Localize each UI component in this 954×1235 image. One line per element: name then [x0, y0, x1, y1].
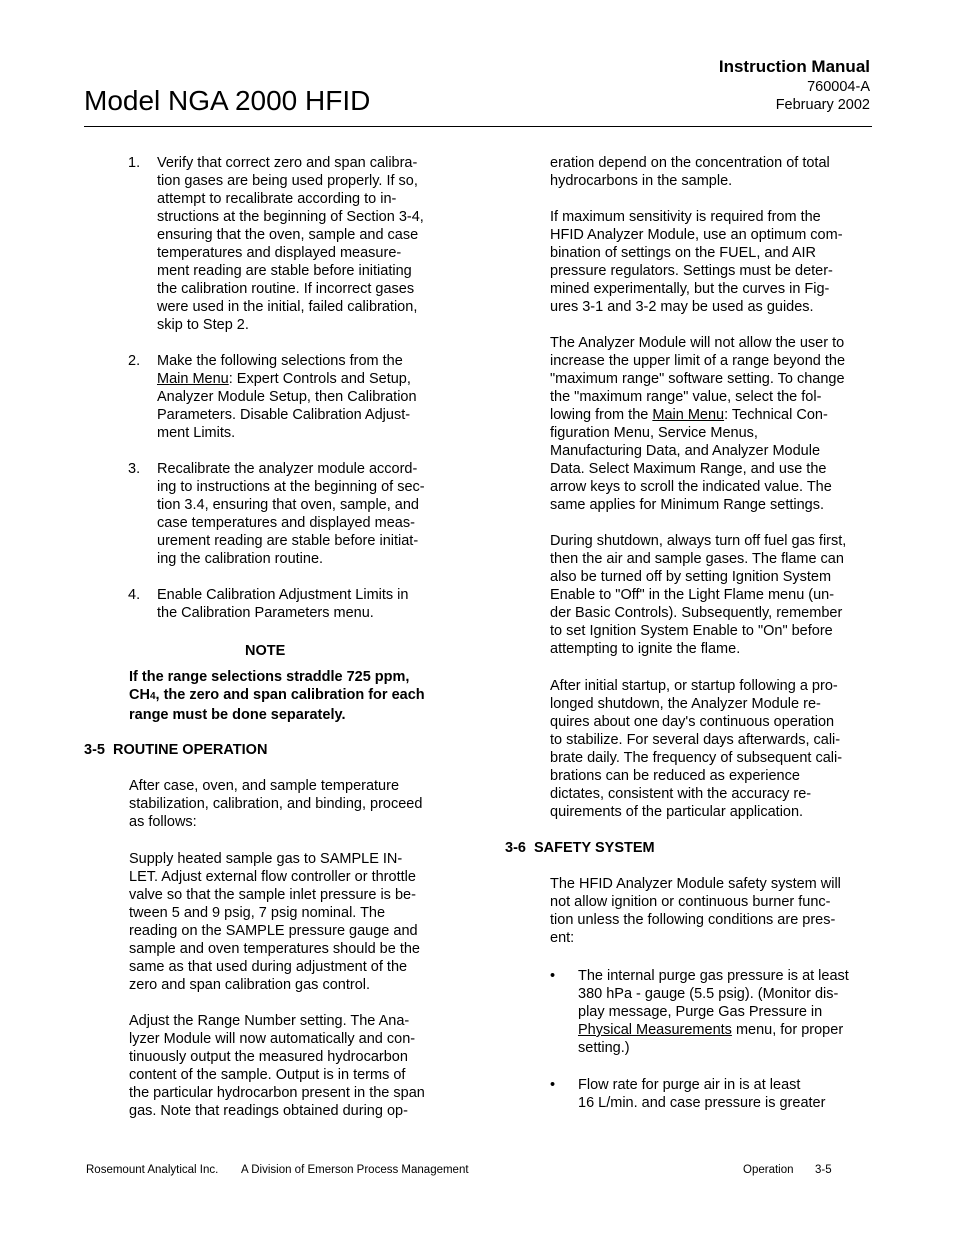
main-menu-link: Main Menu — [652, 407, 725, 423]
right-paragraph-2: If maximum sensitivity is required from the HFID Analyzer Module, use an optimum com- bination of settings on the FUEL, and AIR pressure regulators. Settings must be deter- mined experimentally, but the curves in Fig- ures 3-1 and 3-2 may be used as guides. — [550, 209, 843, 315]
header-divider — [84, 126, 872, 127]
right-paragraph-4: During shutdown, always turn off fuel gas first, then the air and sample gases. The flame can also be turned off by setting Ignition System Enable to "Off" in the Light Flame menu (un- der Basic Controls). Subsequently, remember to set Ignition System Enable to "On" before attempting to ignite the flame. — [550, 533, 847, 657]
step-1-number: 1. — [128, 155, 141, 171]
right-paragraph-5: After initial startup, or startup following a pro- longed shutdown, the Analyzer Module re- quires about one day's continuous operation to stabilize. For several days afterwards, cali- brate daily. The frequency of subsequent cali- brations can be reduced as experience dictates, consistent with the accuracy re- quirements of the particular application. — [550, 678, 843, 820]
step-3-text: Recalibrate the analyzer module accord- ing to instructions at the beginning of sec- tion 3.4, ensuring that oven, sample, and case temperatures and displayed meas- urement reading are stable before initiat- ing the calibration routine. — [157, 461, 425, 567]
bullet-1-text: The internal purge gas pressure is at least 380 hPa - gauge (5.5 psig). (Monitor dis- play message, Purge Gas Pressure in Physical Measurements menu, for proper setting.) — [578, 968, 849, 1056]
step-4-text: Enable Calibration Adjustment Limits in the Calibration Parameters menu. — [157, 587, 409, 621]
routine-paragraph-1: After case, oven, and sample temperature stabilization, calibration, and binding, proceed as follows: — [129, 778, 423, 830]
footer-division: A Division of Emerson Process Management — [241, 1164, 469, 1176]
step-4-number: 4. — [128, 587, 141, 603]
main-menu-link: Main Menu — [157, 371, 229, 387]
physical-measurements-link: Physical Measurements — [578, 1022, 732, 1038]
document-date: February 2002 — [775, 97, 870, 113]
step-2-number: 2. — [128, 353, 141, 369]
right-paragraph-1: eration depend on the concentration of total hydrocarbons in the sample. — [550, 155, 830, 189]
step-1-text: Verify that correct zero and span calibra- tion gases are being used properly. If so, attempt to recalibrate according to in- structions at the beginning of Section 3-4, ensuring that the oven, sample and case temperatures and displayed measure- ment reading are stable before initiating the calibration routine. If incorrect gases were used in the initial, failed calibration, skip to Step 2. — [157, 155, 424, 333]
note-title: NOTE — [245, 643, 286, 659]
routine-paragraph-2: Supply heated sample gas to SAMPLE IN- LET. Adjust external flow controller or throttle valve so that the sample inlet pressure is be- tween 5 and 9 psig, 7 psig nominal. The reading on the SAMPLE pressure gauge and sample and oven temperatures should be the same as that used during adjustment of the zero and span calibration gas control. — [129, 851, 420, 993]
step-2-text: Make the following selections from the Main Menu: Expert Controls and Setup, Analyzer Module Setup, then Calibration Parameters. Disable Calibration Adjust- ment Limits. — [157, 353, 417, 441]
safety-paragraph: The HFID Analyzer Module safety system will not allow ignition or continuous burner func- tion unless the following conditions are pres- ent: — [550, 876, 841, 946]
step-3-number: 3. — [128, 461, 141, 477]
document-number: 760004-A — [807, 79, 870, 95]
bullet-2-text: Flow rate for purge air in is at least 16 L/min. and case pressure is greater — [578, 1077, 826, 1111]
page-title: Model NGA 2000 HFID — [84, 85, 371, 116]
section-heading-safety-system: 3-6 SAFETY SYSTEM — [505, 840, 655, 856]
footer-page-number: 3-5 — [815, 1164, 832, 1176]
footer-section: Operation — [743, 1164, 794, 1176]
routine-paragraph-3: Adjust the Range Number setting. The Ana- lyzer Module will now automatically and con- tinuously output the measured hydrocarbon content of the sample. Output is in terms of the particular hydrocarbon present in the span gas. Note that readings obtained during op- — [129, 1013, 425, 1119]
footer-company: Rosemount Analytical Inc. — [86, 1164, 219, 1176]
note-text: If the range selections straddle 725 ppm, CH4, the zero and span calibration for each range must be done separately. — [129, 669, 425, 723]
bullet-2-marker: • — [550, 1077, 556, 1093]
right-paragraph-3: The Analyzer Module will not allow the user to increase the upper limit of a range beyond the "maximum range" software setting. To change the "maximum range" value, select the fol- lowing from the Main Menu: Technical Con- figuration Menu, Service Menus, Manufacturing Data, and Analyzer Module Data. Select Maximum Range, and use the arrow keys to scroll the indicated value. The same applies for Minimum Range settings. — [550, 335, 846, 513]
manual-label: Instruction Manual — [718, 57, 870, 76]
section-heading-routine-operation: 3-5 ROUTINE OPERATION — [84, 742, 268, 758]
bullet-1-marker: • — [550, 968, 556, 984]
